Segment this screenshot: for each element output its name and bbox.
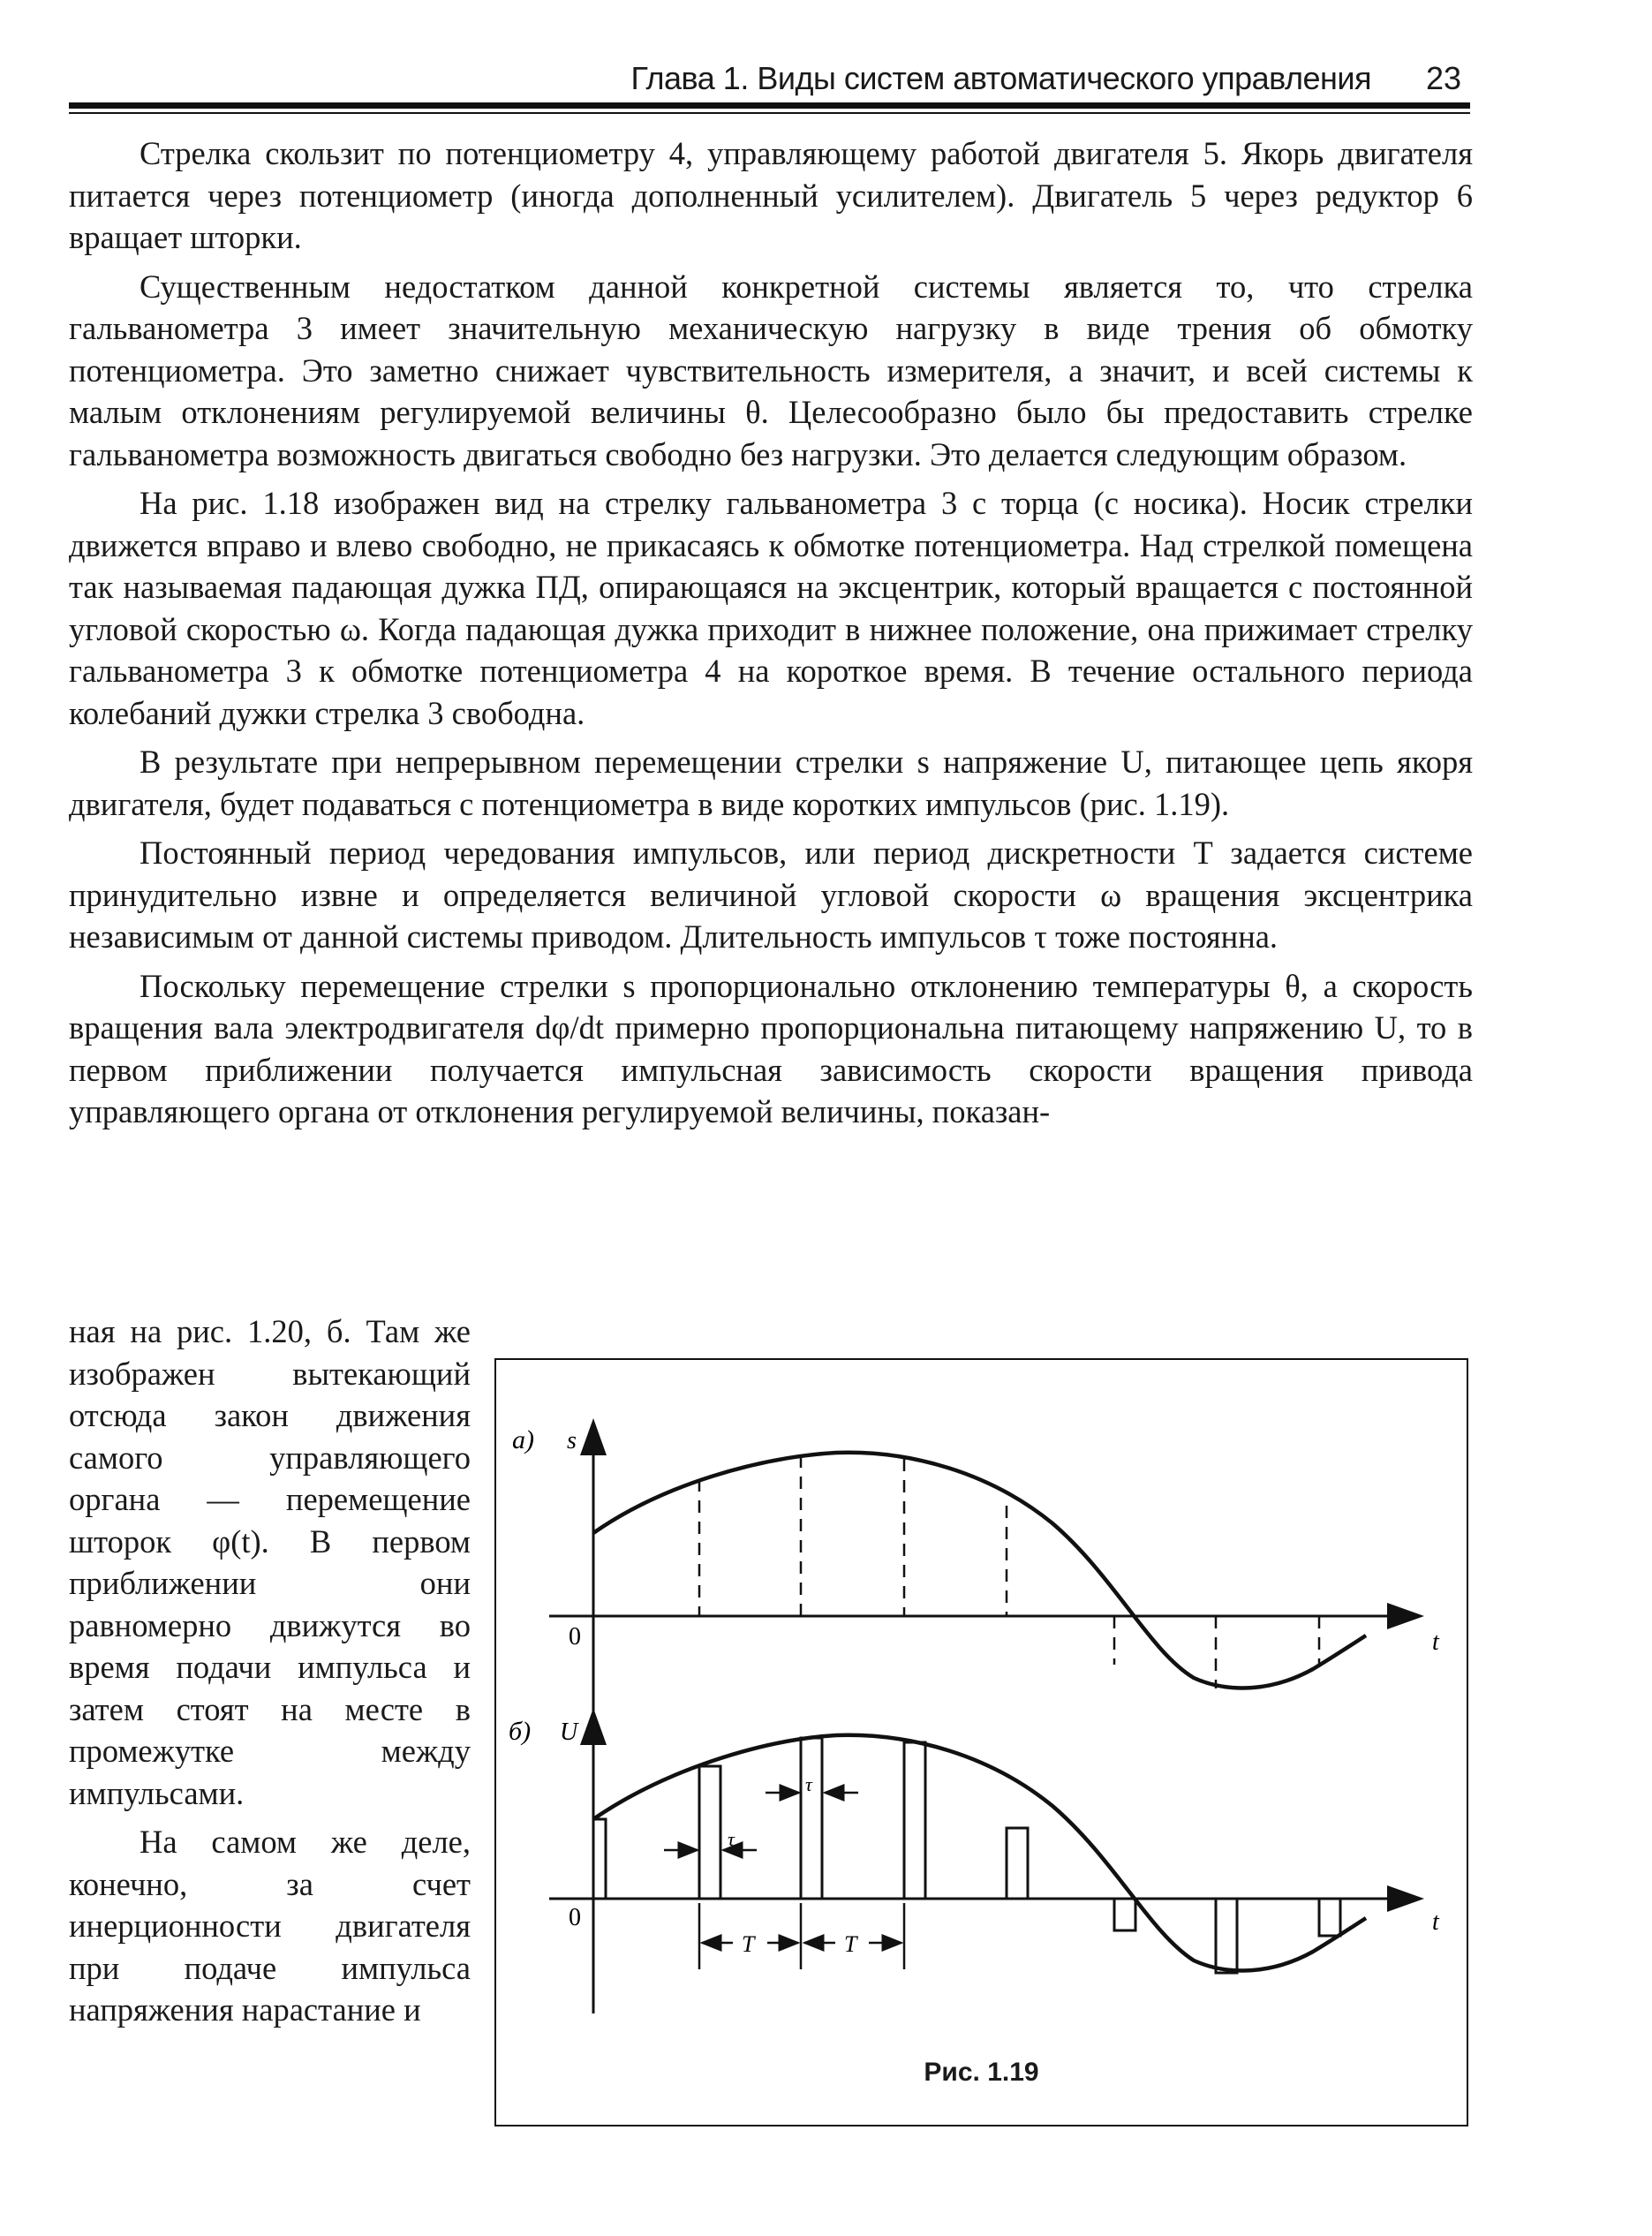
paragraph-3: На рис. 1.18 изображен вид на стрелку гальванометра 3 с торца (с носика). Носик стрелки движется вправо и влево свободно, не прикасаясь к обмотке потенциометра. Над стрелкой помещена так называемая падающая дужка ПД, опирающаяся на эксцентрик, который вращается с постоянной угловой скоростью ω. Когда падающая дужка приходит в нижнее положение, она прижимает стрелку гальванометра 3 к обмотке потенциометра 4 на короткое время. В течение остального периода колебаний дужки стрелка 3 свободна. xyxy=(69,485,1473,731)
panel-a-y-axis-label: s xyxy=(567,1427,577,1454)
panel-b-impulses xyxy=(593,1738,1340,1973)
panel-a-label: а) xyxy=(512,1425,534,1454)
panel-b-x-axis-label: t xyxy=(1432,1908,1439,1936)
chapter-title: Глава 1. Виды систем автоматического управления xyxy=(630,60,1371,96)
figure-diagram xyxy=(496,1360,1470,2128)
panel-a-sampling-lines xyxy=(699,1455,1319,1688)
running-header xyxy=(69,55,1470,108)
impulse-bar xyxy=(1114,1899,1135,1930)
tau-label-2: τ xyxy=(805,1773,812,1795)
page-number: 23 xyxy=(1425,60,1461,96)
impulse-bar xyxy=(699,1766,720,1899)
panel-a-x-axis-label: t xyxy=(1432,1628,1439,1656)
wrapped-text-column xyxy=(69,1311,471,2038)
impulse-bar xyxy=(1216,1899,1237,1973)
paragraph-5: Постоянный период чередования импульсов, или период дискретности T задается системе принудительно извне и определяется величиной угловой скорости ω вращения эксцентрика независимым от данной системы приводом. Длительность импульсов τ тоже постоянна. xyxy=(69,835,1473,955)
paragraph-6-continuation: ная на рис. 1.20, б. Там же изображен вытекающий отсюда закон движения самого управляющего органа — перемещение шторок φ(t). В первом приближении они равномерно движутся во время подачи импульса и затем стоят на месте в промежутке между импульсами. xyxy=(69,1313,471,1811)
figure-1-19 xyxy=(494,1358,1468,2126)
panel-b-y-axis-label: U xyxy=(560,1719,578,1746)
body-text xyxy=(69,132,1473,1140)
period-annotation xyxy=(699,1903,904,1969)
period-label-2: T xyxy=(844,1931,857,1957)
panel-b-envelope xyxy=(593,1735,1366,1971)
tau-label-1: τ xyxy=(728,1828,735,1850)
impulse-bar xyxy=(1319,1899,1340,1936)
figure-caption: Рис. 1.19 xyxy=(924,2058,1039,2087)
panel-a-origin-label: 0 xyxy=(569,1623,581,1651)
paragraph-7: На самом же деле, конечно, за счет инерционности двигателя при подаче импульса напряжения нарастание и xyxy=(69,1824,471,2028)
period-label-1: T xyxy=(742,1931,755,1957)
impulse-bar xyxy=(593,1819,606,1899)
header-rule-thin xyxy=(69,112,1470,114)
header-rule-thick xyxy=(69,102,1470,109)
paragraph-2: Существенным недостатком данной конкретной системы является то, что стрелка гальванометра 3 имеет значительную механическую нагрузку в виде трения об обмотку потенциометра. Это заметно снижает чувствительность измерителя, а значит, и всей системы к малым отклонениям регулируемой величины θ. Целесообразно было бы предоставить стрелке гальванометра возможность двигаться свободно без нагрузки. Это делается следующим образом. xyxy=(69,268,1473,472)
impulse-bar xyxy=(801,1738,822,1899)
paragraph-4: В результате при непрерывном перемещении стрелки s напряжение U, питающее цепь якоря двигателя, будет подаваться с потенциометра в виде коротких импульсов (рис. 1.19). xyxy=(69,744,1473,822)
impulse-bar xyxy=(1007,1828,1028,1899)
paragraph-1: Стрелка скользит по потенциометру 4, управляющему работой двигателя 5. Якорь двигателя питается через потенциометр (иногда дополненный усилителем). Двигатель 5 через редуктор 6 вращает шторки. xyxy=(69,135,1473,255)
panel-b-label: б) xyxy=(509,1717,532,1746)
panel-b-origin-label: 0 xyxy=(569,1904,581,1931)
paragraph-6: Поскольку перемещение стрелки s пропорционально отклонению температуры θ, а скорость вращения вала электродвигателя dφ/dt примерно пропорциональна питающему напряжению U, то в первом приближении получается импульсная зависимость скорости вращения привода управляющего органа от отклонения регулируемой величины, показан- xyxy=(69,967,1473,1129)
impulse-bar xyxy=(904,1742,925,1899)
panel-a-curve xyxy=(593,1453,1366,1688)
